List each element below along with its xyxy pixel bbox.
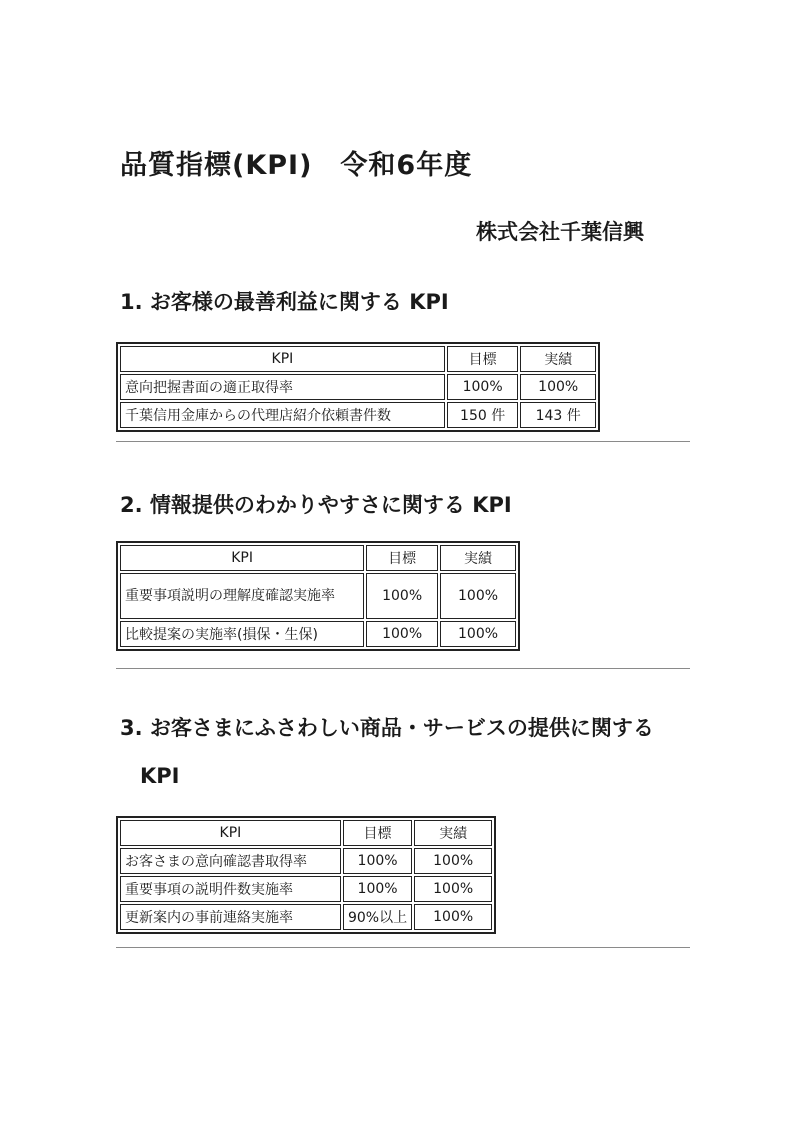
section-divider [116, 668, 690, 669]
kpi-target: 100% [343, 876, 413, 902]
table-row [120, 848, 492, 874]
kpi-item: 重要事項の説明件数実施率 [120, 876, 341, 902]
kpi-target: 100% [366, 573, 438, 619]
column-header-kpi: KPI [120, 346, 445, 372]
kpi-actual: 100% [440, 621, 516, 647]
kpi-target: 100% [447, 374, 519, 400]
table-row [120, 876, 492, 902]
column-header-actual: 実績 [414, 820, 492, 846]
section-1-heading: 1. お客様の最善利益に関する KPI [120, 290, 449, 314]
company-name: 株式会社千葉信興 [476, 220, 644, 244]
table-header-row [120, 346, 596, 372]
column-header-target: 目標 [343, 820, 413, 846]
table-row [120, 573, 516, 619]
column-header-target: 目標 [366, 545, 438, 571]
section-3-table [116, 816, 496, 934]
kpi-target: 90%以上 [343, 904, 413, 930]
kpi-target: 100% [366, 621, 438, 647]
kpi-item: 意向把握書面の適正取得率 [120, 374, 445, 400]
section-divider [116, 947, 690, 948]
kpi-item: 千葉信用金庫からの代理店紹介依頼書件数 [120, 402, 445, 428]
section-3-heading-cont: KPI [140, 764, 180, 788]
kpi-target: 100% [343, 848, 413, 874]
kpi-actual: 143 件 [520, 402, 596, 428]
section-1-table [116, 342, 600, 432]
kpi-actual: 100% [414, 904, 492, 930]
kpi-actual: 100% [414, 876, 492, 902]
column-header-actual: 実績 [440, 545, 516, 571]
section-3-heading: 3. お客さまにふさわしい商品・サービスの提供に関する [120, 716, 654, 740]
kpi-item: 重要事項説明の理解度確認実施率 [120, 573, 364, 619]
section-2-heading: 2. 情報提供のわかりやすさに関する KPI [120, 493, 512, 517]
table-header-row [120, 820, 492, 846]
kpi-target: 150 件 [447, 402, 519, 428]
column-header-target: 目標 [447, 346, 519, 372]
page-title: 品質指標(KPI) 令和6年度 [120, 150, 473, 181]
kpi-actual: 100% [440, 573, 516, 619]
table-row [120, 402, 596, 428]
kpi-actual: 100% [520, 374, 596, 400]
kpi-actual: 100% [414, 848, 492, 874]
section-2-table [116, 541, 520, 651]
table-header-row [120, 545, 516, 571]
kpi-item: 比較提案の実施率(損保・生保) [120, 621, 364, 647]
section-divider [116, 441, 690, 442]
table-row [120, 621, 516, 647]
column-header-kpi: KPI [120, 545, 364, 571]
kpi-item: 更新案内の事前連絡実施率 [120, 904, 341, 930]
column-header-kpi: KPI [120, 820, 341, 846]
column-header-actual: 実績 [520, 346, 596, 372]
kpi-item: お客さまの意向確認書取得率 [120, 848, 341, 874]
table-row [120, 374, 596, 400]
table-row [120, 904, 492, 930]
